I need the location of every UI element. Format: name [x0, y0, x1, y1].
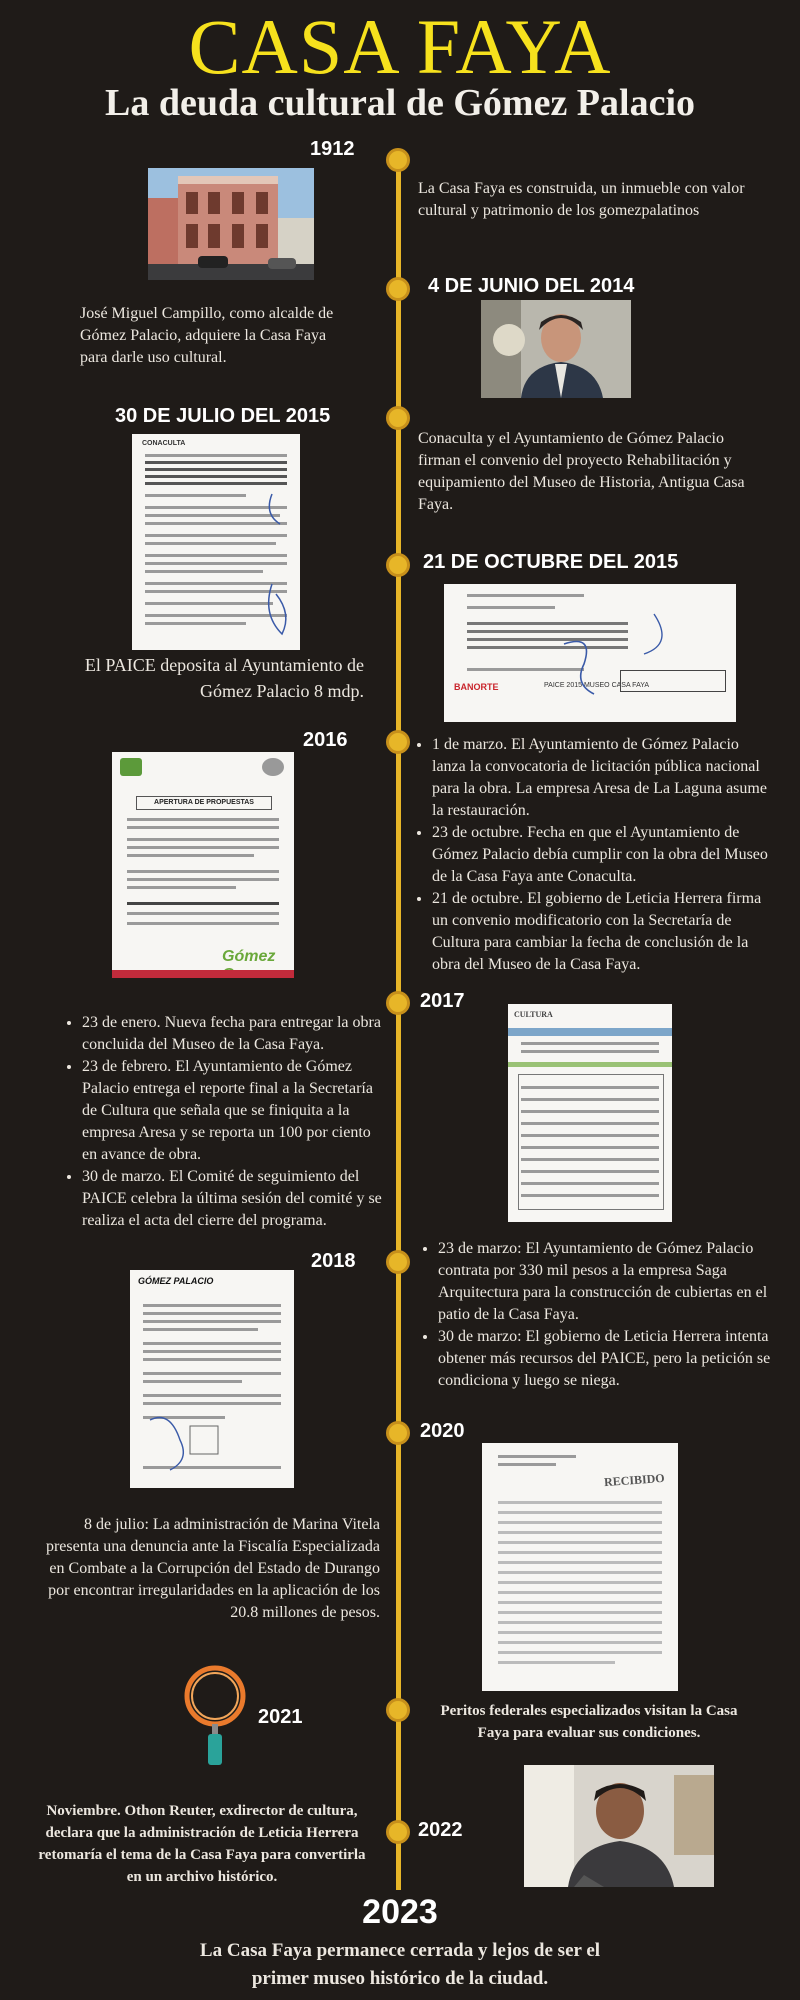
apertura-propuestas-document: [112, 752, 294, 978]
event-text-2020: 8 de julio: La administración de Marina Vitela presenta una denuncia ante la Fiscalía Especializada en Combate a la Corrupción del Estado de Durango por encontrar irregularidades en la aplicación de los 20.8 millones de pesos.: [45, 1516, 380, 1621]
list-item: • 30 de marzo: El gobierno de Leticia Herrera intenta obtener más recursos del PAICE, pero la petición se condiciona y luego se niega.: [438, 1326, 774, 1392]
paice-deposit-document: [444, 584, 736, 722]
reuter-portrait: [524, 1765, 714, 1887]
event-date-2015-july: 30 DE JULIO DEL 2015: [115, 405, 331, 427]
timeline-dot: [386, 553, 410, 577]
doc-logo: CULTURA: [514, 1010, 553, 1019]
paice-cierre-document: [508, 1004, 672, 1222]
doc-stamp: RECIBIDO: [603, 1470, 666, 1490]
event-text-1912: La Casa Faya es construida, un inmueble con valor cultural y patrimonio de los gomezpalatinos: [418, 180, 745, 219]
final-text: La Casa Faya permanece cerrada y lejos de ser el primer museo histórico de la ciudad.: [199, 1940, 601, 1989]
event-text-2014: José Miguel Campillo, como alcalde de Gómez Palacio, adquiere la Casa Faya para darle uso cultural.: [80, 305, 334, 366]
event-date-2015-october: 21 DE OCTUBRE DEL 2015: [423, 551, 679, 573]
event-date-2016: 2016: [303, 729, 348, 751]
banorte-label: BANORTE: [454, 682, 499, 692]
timeline-dot: [386, 1250, 410, 1274]
doc-footer-logo: Gómez: [222, 948, 276, 965]
event-text-2015-july: Conaculta y el Ayuntamiento de Gómez Palacio firman el convenio del proyecto Rehabilitación y equipamiento del Museo de Historia, Antigua Casa Faya.: [418, 430, 745, 513]
page-subtitle: La deuda cultural de Gómez Palacio: [104, 82, 696, 124]
list-item: • 23 de febrero. El Ayuntamiento de Gómez Palacio entrega el reporte final a la Secretaría de Cultura que señala que se finiquita a la empresa Aresa y se reporta un 100 por ciento en avance de obra.: [82, 1056, 382, 1166]
event-date-1912: 1912: [310, 138, 355, 160]
list-item: • 1 de marzo. El Ayuntamiento de Gómez Palacio lanza la convocatoria de licitación pública nacional para la obra. La empresa Aresa de La Laguna asume la restauración.: [432, 734, 768, 822]
timeline-dot: [386, 730, 410, 754]
event-date-2014: 4 DE JUNIO DEL 2014: [428, 275, 635, 297]
timeline-dot: [386, 406, 410, 430]
event-text-2021: Peritos federales especializados visitan la Casa Faya para evaluar sus condiciones.: [440, 1703, 738, 1741]
event-text-2015-october: El PAICE deposita al Ayuntamiento de Gómez Palacio 8 mdp.: [84, 655, 364, 701]
event-text-2022: Noviembre. Othon Reuter, exdirector de cultura, declara que la administración de Leticia Herrera retomaría el tema de la Casa Faya para convertirla en un archivo histórico.: [38, 1803, 366, 1885]
list-item: • 21 de octubre. El gobierno de Leticia Herrera firma un convenio modificatorio con la Secretaría de Cultura para cambiar la fecha de conclusión de la obra del Museo de la Casa Faya.: [432, 888, 768, 976]
timeline-dot: [386, 1421, 410, 1445]
fiscalia-denuncia-document: [482, 1443, 678, 1691]
list-item: • 23 de marzo: El Ayuntamiento de Gómez Palacio contrata por 330 mil pesos a la empresa Saga Arquitectura para la construcción de cubiertas en el patio de la Casa Faya.: [438, 1238, 774, 1326]
timeline-dot: [386, 1698, 410, 1722]
doc-heading: APERTURA DE PROPUESTAS: [136, 796, 272, 810]
list-item: • 23 de enero. Nueva fecha para entregar la obra concluida del Museo de la Casa Faya.: [82, 1012, 382, 1056]
saga-arquitectura-document: [130, 1270, 294, 1488]
page-title: CASA FAYA: [188, 3, 612, 90]
timeline-dot: [386, 1820, 410, 1844]
casa-faya-photo: [148, 168, 314, 280]
event-date-2021: 2021: [258, 1706, 303, 1728]
event-date-2022: 2022: [418, 1819, 463, 1841]
final-date: 2023: [362, 1893, 438, 1931]
timeline-dot: [386, 277, 410, 301]
event-date-2017: 2017: [420, 990, 465, 1012]
event-list-2018: [418, 1238, 774, 1392]
magnifier-icon: [182, 1663, 248, 1767]
doc-header: CONACULTA: [142, 440, 186, 447]
timeline-dot: [386, 148, 410, 172]
doc-logo: GÓMEZ PALACIO: [138, 1276, 214, 1286]
event-date-2018: 2018: [311, 1250, 356, 1272]
event-list-2017: [62, 1012, 382, 1232]
timeline-dot: [386, 991, 410, 1015]
event-list-2016: [412, 734, 768, 976]
conaculta-convenio-document: [132, 434, 300, 650]
list-item: • 30 de marzo. El Comité de seguimiento del PAICE celebra la última sesión del comité y se realiza el acta del cierre del programa.: [82, 1166, 382, 1232]
campillo-portrait: [481, 300, 631, 398]
event-date-2020: 2020: [420, 1420, 465, 1442]
paice-line: PAICE 2015 MUSEO CASA FAYA: [544, 682, 650, 689]
list-item: • 23 de octubre. Fecha en que el Ayuntamiento de Gómez Palacio debía cumplir con la obra del Museo de la Casa Faya ante Conaculta.: [432, 822, 768, 888]
